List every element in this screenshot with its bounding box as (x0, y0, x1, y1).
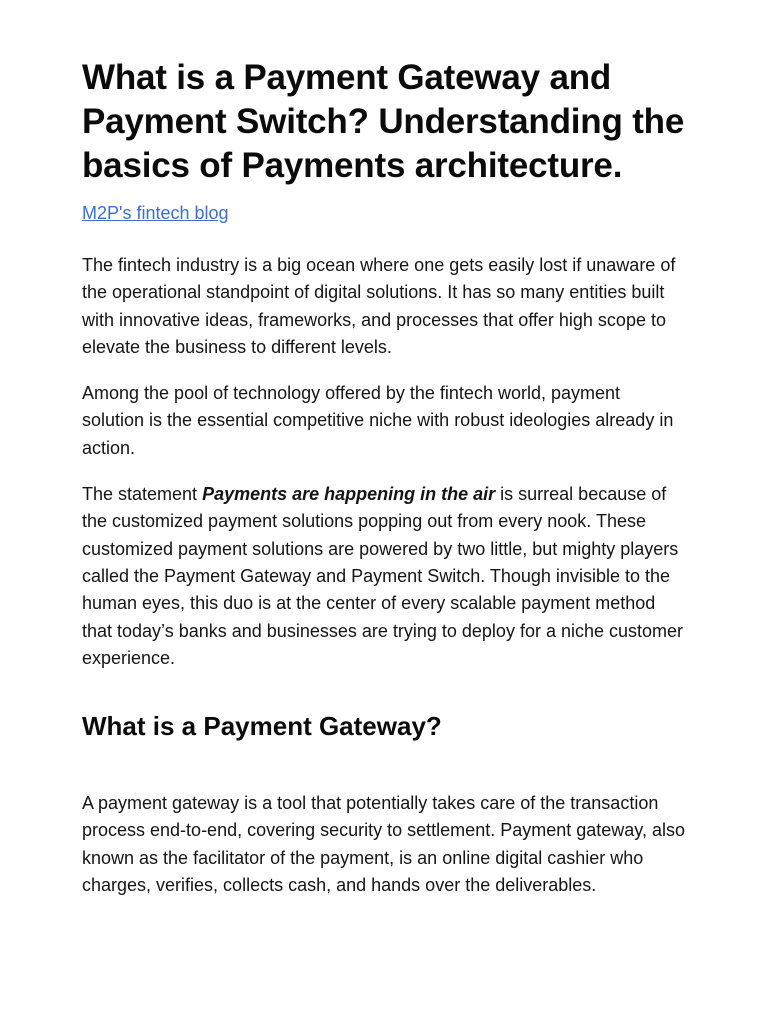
statement-paragraph (82, 481, 686, 672)
intro-paragraph: The fintech industry is a big ocean where one gets easily lost if unaware of the operational standpoint of digital solutions. It has so many entities built with innovative ideas, frameworks, and processes that offer high scope to elevate the business to different levels. (82, 255, 676, 357)
statement-lead: The statement (82, 484, 203, 505)
technology-paragraph: Among the pool of technology offered by the fintech world, payment solution is the essential competitive niche with robust ideologies already in action. (82, 383, 674, 458)
gateway-paragraph: A payment gateway is a tool that potentially takes care of the transaction process end-to-end, covering security to settlement. Payment gateway, also known as the facilitator of the payment, is an online digital cashier who charges, verifies, collects cash, and hands over the deliverables. (82, 793, 685, 896)
statement-rest: is surreal because of the customized payment solutions popping out from every nook. These customized payment solutions are powered by two little, but mighty players called the Payment Gateway and Payment Switch. Though invisible to the human eyes, this duo is at the center of every scalable payment method that today’s banks and businesses are trying to deploy for a niche customer experience. (82, 484, 684, 668)
statement-emphasis: Payments are happening in the air (202, 484, 496, 505)
blog-link[interactable]: M2P's fintech blog (82, 203, 229, 223)
article-title: What is a Payment Gateway and Payment Switch? Understanding the basics of Payments architecture. (82, 58, 685, 185)
section-heading: What is a Payment Gateway? (82, 711, 442, 742)
article (82, 56, 686, 899)
